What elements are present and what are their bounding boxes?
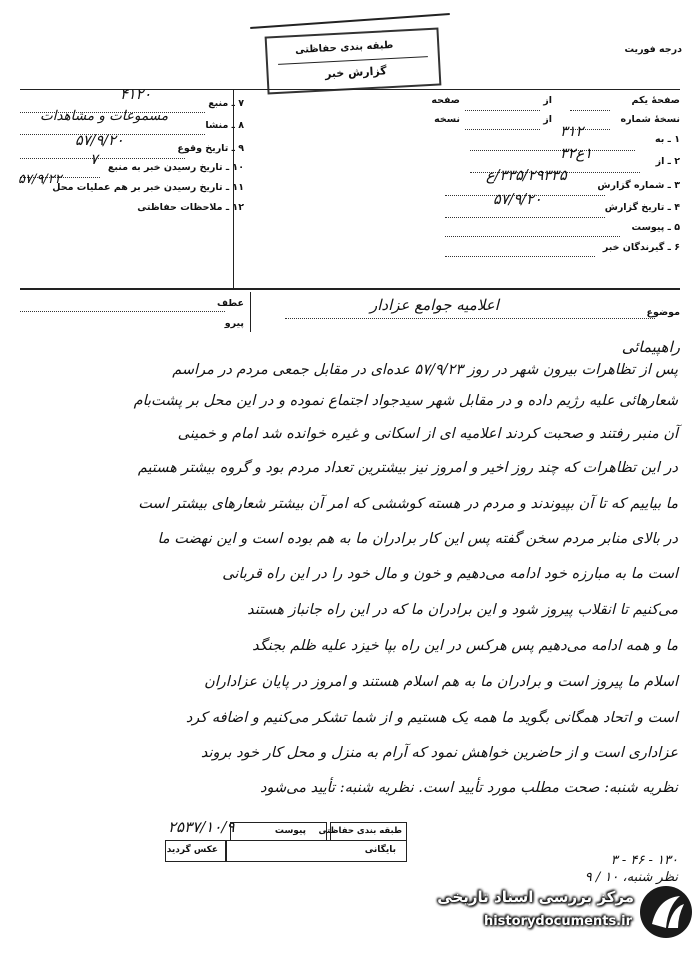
footer-box-archive: بایگانی: [364, 845, 396, 855]
page-label: صفحهٔ یکم: [631, 95, 680, 106]
field-source-value: ۴۱۲۰: [120, 87, 152, 103]
archive-watermark: [418, 880, 698, 960]
ref-label: عطف: [216, 298, 244, 309]
report-title: گزارش خبر: [324, 64, 387, 81]
field-news-to-source-value: ۷: [90, 152, 98, 168]
field-report-date-value: ۵۷/۹/۲۰: [493, 192, 542, 208]
body-line-1: پس از تظاهرات بیرون شهر در روز ۵۷/۹/۲۳ عده‌ای در مقابل جمعی مردم در مراسم: [172, 362, 678, 378]
footer-box-photo: عکس گردید: [166, 845, 218, 855]
field-to-value: ۳۱۲: [560, 124, 584, 140]
body-line-9: ما و همه ادامه می‌دهیم پس هرکس در این راه بپا خیزد علیه ظلم بجنگد: [252, 638, 678, 654]
body-line-5: ما بیاییم که تا آن بپیوندند و مردم در هسته کوششی که امر آن بیشتر شعارهای بیشتر است: [138, 496, 678, 512]
field-recipients-label: ۶ ـ گیرندگان خبر: [602, 242, 680, 253]
page-word: صفحه: [431, 95, 460, 106]
body-line-11: است و اتحاد همگانی بگوید ما همه یک هستیم و از شما تشکر می‌کنیم و اضافه کرد: [185, 710, 678, 726]
field-report-date-label: ۴ ـ تاریخ گزارش: [604, 202, 680, 213]
field-occurrence-date-label: ۹ ـ تاریخ وقوع: [177, 143, 244, 154]
field-origin-label: ۸ ـ منشا: [205, 120, 244, 131]
field-to-label: ۱ ـ به: [654, 134, 680, 145]
classification-label: طبقه بندی حفاظتی: [294, 39, 394, 57]
page-of-label: از: [543, 95, 552, 106]
urgency-label: درجه فوریت: [624, 44, 682, 55]
footer-security-box: [318, 822, 407, 841]
copy-word: نسخه: [434, 114, 460, 125]
body-line-0: راهپیمائی: [621, 338, 680, 356]
field-origin-value: مسموعات و مشاهدات: [40, 108, 169, 124]
footer-attachment-box: [230, 822, 327, 841]
field-source-label: ۷ ـ منبع: [208, 98, 244, 109]
archive-org-name: مرکز بررسی اسناد تاریخی: [437, 888, 634, 906]
body-line-4: در این تظاهرات که چند روز اخیر و امروز نیز بیشترین تعداد مردم بود و گروه بیشتر هستیم: [137, 460, 678, 476]
field-report-number-value: ۳۳۵/۲۹۳۳۵/ع: [486, 168, 567, 184]
archive-logo-icon: [638, 884, 694, 940]
field-news-to-source-label: ۱۰ ـ تاریخ رسیدن خبر به منبع: [107, 162, 244, 173]
field-news-to-ops-value: ۵۷/۹/۲۲: [18, 172, 62, 187]
field-attachment-label: ۵ ـ پیوست: [631, 222, 680, 233]
footer-archive-box: [225, 840, 407, 862]
copy-label: نسخهٔ شماره: [620, 114, 680, 125]
copy-of-label: از: [543, 114, 552, 125]
body-line-12: عزاداری است و از حاضرین خواهش نمود که آرام به منزل و محل کار خود بروند: [200, 745, 678, 761]
body-line-7: است ما به مبارزه خود ادامه می‌دهیم و خون و مال خود را در این راه قربانی: [222, 566, 678, 582]
field-from-value: ۱ع۳۲: [560, 146, 593, 162]
archive-url: historydocuments.ir: [483, 914, 632, 929]
footer-box-attachment: پیوست: [274, 826, 306, 836]
footer-date: ۲۵۳۷/۱۰/۹: [168, 818, 235, 836]
field-from-label: ۲ ـ از: [655, 156, 680, 167]
footer-box-security: طبقه بندی حفاظتی: [318, 826, 402, 836]
body-line-2: شعارهائی علیه رژیم داده و در مقابل شهر سیدجواد اجتماع نموده و در این محل بر پشت‌بام: [133, 393, 678, 409]
field-news-to-ops-label: ۱۱ ـ تاریخ رسیدن خبر بر هم عملیات محل: [52, 182, 244, 193]
classification-stamp: [265, 27, 442, 94]
field-security-notes-label: ۱۲ ـ ملاحظات حفاظتی: [137, 202, 244, 213]
subject-label: موضوع: [646, 307, 680, 318]
body-line-10: اسلام ما پیروز است و برادران ما به هم اسلام هستند و امروز در پایان عزاداران: [204, 674, 678, 690]
footer-photo-box: [165, 840, 227, 862]
field-report-number-label: ۳ ـ شماره گزارش: [597, 180, 680, 191]
body-line-3: آن منبر رفتند و صحبت کردند اعلامیه ای از اسکانی و غیره خوانده شد امام و خمینی: [177, 426, 678, 442]
body-line-8: می‌کنیم تا انقلاب پیروز شود و این برادران ما که در این راه جانباز هستند: [247, 602, 678, 618]
followup-label: پیرو: [224, 318, 244, 329]
field-occurrence-date-value: ۵۷/۹/۲۰: [75, 133, 124, 149]
subject-value: اعلامیه جوامع عزادار: [370, 296, 499, 314]
body-line-6: در بالای منابر مردم سخن گفته پس این کار برادران ما به هم بوده است و این نهضت ما: [157, 531, 678, 547]
footer-notes: ۱۳۰ - ۴۶ - ۳ نظر شنبه، ۱۰ / ۹: [584, 853, 678, 885]
body-line-13: نظریه شنبه: صحت مطلب مورد تأیید است. نظریه شنبه: تأیید می‌شود: [260, 780, 678, 796]
